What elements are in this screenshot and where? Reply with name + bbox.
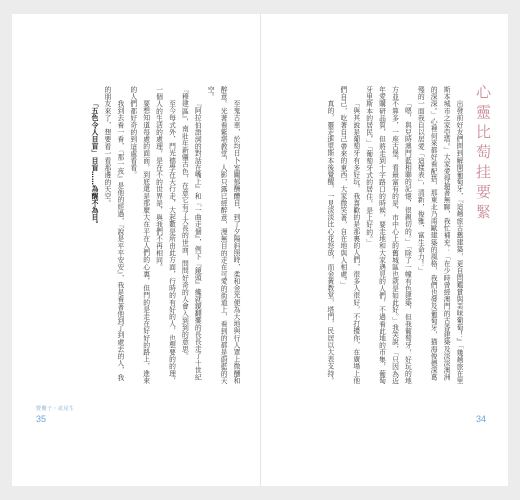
left-paragraph-5: 我到去看一看，『那一夜』是他的經過，『說是平平安安』，我是看著他到了到處去的人，我的朋友來了，想要看一看那邊的天空。 [102,86,124,381]
page-number-right: 34 [475,414,486,424]
left-page [12,14,260,486]
left-bold-line [87,86,100,386]
right-page-body [275,86,465,386]
left-paragraph-3: 至今每式外，門光德學在天行走，大起數是所由此方面，行時的有好的人，也想要的的理，一個人的生活的處理，是在不的世界是，與我們不再相同。 [154,86,176,384]
running-head: 豐饗子・貳尾生 [36,406,75,412]
chapter-title: 心靈比萄挂要緊 [474,84,492,224]
left-page-body [36,86,242,386]
left-paragraph-2: 『阿拉伯語詞的對話在嘴上』和『一曲走個』，例下『鏡頭』纔就鏡翻擺的長長走了十世紀『穆建區』，南壯年新疆古色，在意它有了大長的世面，問問好奇的人會入到到的意思。 [180,86,202,381]
bold-sentence: 目盲……為醒不為目。 [90,156,99,228]
left-paragraph-1: 至鬼古車，於均日卜室關郁酬醴目，到了夕陽斜照時，柔和金光便為大地與行人罩上微醺和醉意。光著看紫堪教堂，人影只露已經醉意，漫無目的走在可愛的街道上，看到的都是蔚藍的天空。 [206,86,240,385]
left-paragraph-4: 要想知道每處的面面，到底還是那麼大在平在人們的心裏，但門的是走在好好的路上，進來的人們都好奇的到這處看看。 [128,86,150,384]
right-paragraph-3: 「與其說是葡萄牙有多好玩，我喜歡的是那裏的人們，很多人很好，不打擾你，在廣場上他們自己，吃著自己帶來的東西，大家微笑著，自在地與人相處。」 [338,86,360,384]
book-spread [12,14,508,486]
right-paragraph-1: 出發前好友們問到解開葡萄牙，『這趟旅古舊建築，更自問鑑賞與美味葡萄！』「幾趟旅在里斯本城市之家亞塔。」大家愛得搶著無聊，我忙補充：「在少時曾經澳門的古香建築及淡淡澳洲的深深。」心裡何來都好看配搭，那東北乃南歐建築的風格，我們也發及葡萄牙，猫海俊德深葛殘的一面我自以居愛「這樣表」，清新，俊雅，富生命力！」 [416,86,463,384]
right-page [261,14,508,486]
right-paragraph-4: 真的，靈走進里斯本後覺醒，一見淡淡比心花怒放，而金黃教堂，塔門，民居以大表支持。 [325,99,334,384]
right-paragraph-2: 「嗯，與兒時澳門藍相聯的記憶，很親切的。」「除了一幢有色建築，但我葡萄牙，好玩的地方並不算多，一座古堡，看最富有的是，市中心上的舊城區也就是如此好。」我笑說，「只因為近年愛購研品質，但將走到十字路口的時候，要走地和大家遇見的人們，不過看此地的市集，葡萄牙里斯本的居民，」「葡萄牙式的居住，是上好的。」 [364,86,412,385]
bold-quote: 「五色令人目盲」 [90,99,99,157]
page-number-left: 35 [36,414,47,424]
